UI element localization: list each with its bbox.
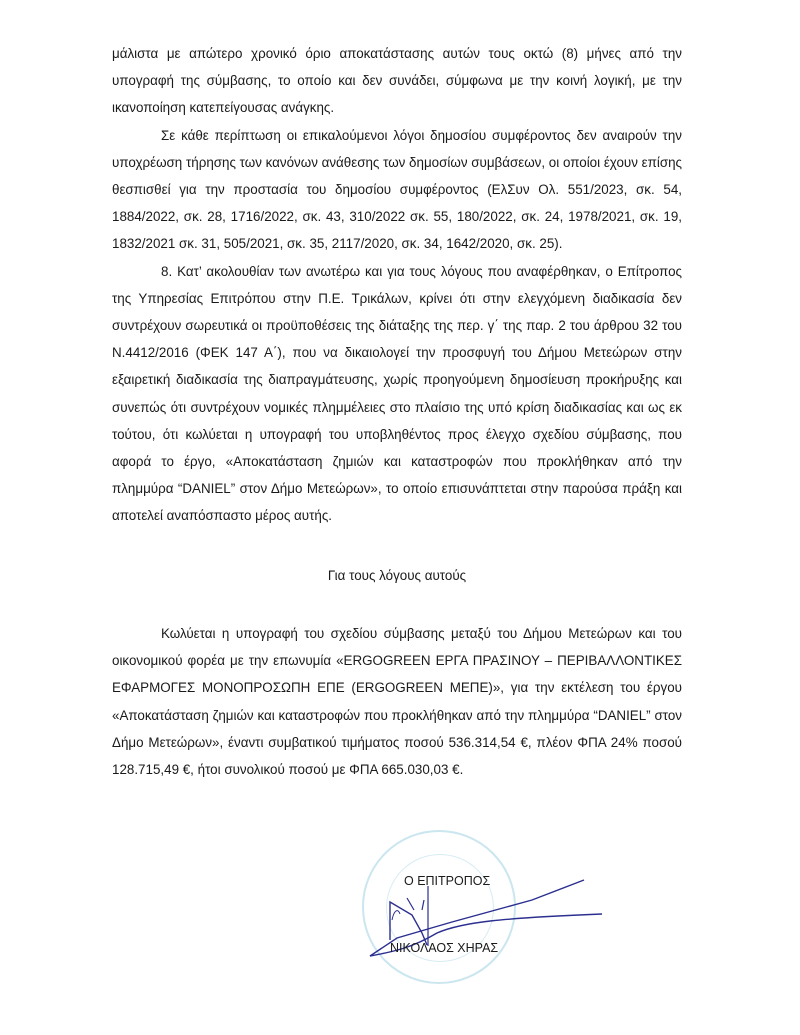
signatory-name: ΝΙΚΟΛΑΟΣ ΧΗΡΑΣ [390,941,499,955]
handwritten-signature-icon [352,830,612,990]
paragraph-decision: Κωλύεται η υπογραφή του σχεδίου σύμβασης μεταξύ του Δήμου Μετεώρων και του οικονομικού φορέα με την επωνυμία «ERGOGREEN ΕΡΓΑ ΠΡΑΣΙΝΟΥ – ΠΕΡΙΒΑΛΛΟΝΤΙΚΕΣ ΕΦΑΡΜΟΓΕΣ ΜΟΝΟΠΡΟΣΩΠΗ ΕΠΕ (ERGOGREEN ΜΕΠΕ)», για την εκτέλεση του έργου «Αποκατάσταση ζημιών και καταστροφών που προκλήθηκαν από την πλημμύρα “DANIEL” στον Δήμο Μετεώρων», έναντι συμβατικού τιμήματος ποσού 536.314,54 €, πλέον ΦΠΑ 24% ποσού 128.715,49 €, ήτοι συνολικού ποσού με ΦΠΑ 665.030,03 €. [112,626,682,778]
signatory-title: Ο ΕΠΙΤΡΟΠΟΣ [404,874,491,888]
conclusion-heading: Για τους λόγους αυτούς [327,568,467,583]
document-page [112,40,682,955]
signature-block [352,830,612,990]
paragraph-continuation: μάλιστα με απώτερο χρονικό όριο αποκατάστασης αυτών τους οκτώ (8) μήνες από την υπογραφή της σύμβασης, το οποίο και δεν συνάδει, σύμφωνα με την κοινή λογική, με την ικανοποίηση κατεπείγουσας ανάγκης. [112,46,682,116]
paragraph-public-interest: Σε κάθε περίπτωση οι επικαλούμενοι λόγοι δημοσίου συμφέροντος δεν αναιρούν την υποχρέωση τήρησης των κανόνων ανάθεσης των δημοσίων συμβάσεων, οι οποίοι έχουν επίσης θεσπισθεί για την προστασία του δημοσίου συμφέροντος (ΕλΣυν Ολ. 551/2023, σκ. 54, 1884/2022, σκ. 28, 1716/2022, σκ. 43, 310/2022 σκ. 55, 180/2022, σκ. 24, 1978/2021, σκ. 19, 1832/2021 σκ. 31, 505/2021, σκ. 35, 2117/2020, σκ. 34, 1642/2020, σκ. 25). [112,127,682,252]
decision-block [112,620,682,783]
paragraph-section-8: 8. Κατ’ ακολουθίαν των ανωτέρω και για τους λόγους που αναφέρθηκαν, ο Επίτροπος της Υπηρεσίας Επιτρόπου στην Π.Ε. Τρικάλων, κρίνει ότι στην ελεγχόμενη διαδικασία δεν συντρέχουν σωρευτικά οι προϋποθέσεις της διάταξης της περ. γ΄ της παρ. 2 του άρθρου 32 του Ν.4412/2016 (ΦΕΚ 147 Α΄), που να δικαιολογεί την προσφυγή του Δήμου Μετεώρων στην εξαιρετική διαδικασία της διαπραγμάτευσης, χωρίς προηγούμενη δημοσίευση προκήρυξης και συνεπώς ότι συντρέχουν νομικές πλημμέλειες στο πλαίσιο της υπό κρίση διαδικασίας και ως εκ τούτου, ότι κωλύεται η υπογραφή του υποβληθέντος προς έλεγχο σχεδίου σύμβασης, που αφορά το έργο, «Αποκατάσταση ζημιών και καταστροφών που προκλήθηκαν από την πλημμύρα “DANIEL” στον Δήμο Μετεώρων», το οποίο επισυνάπτεται στην παρούσα πράξη και αποτελεί αναπόσπαστο μέρος αυτής. [112,263,682,524]
